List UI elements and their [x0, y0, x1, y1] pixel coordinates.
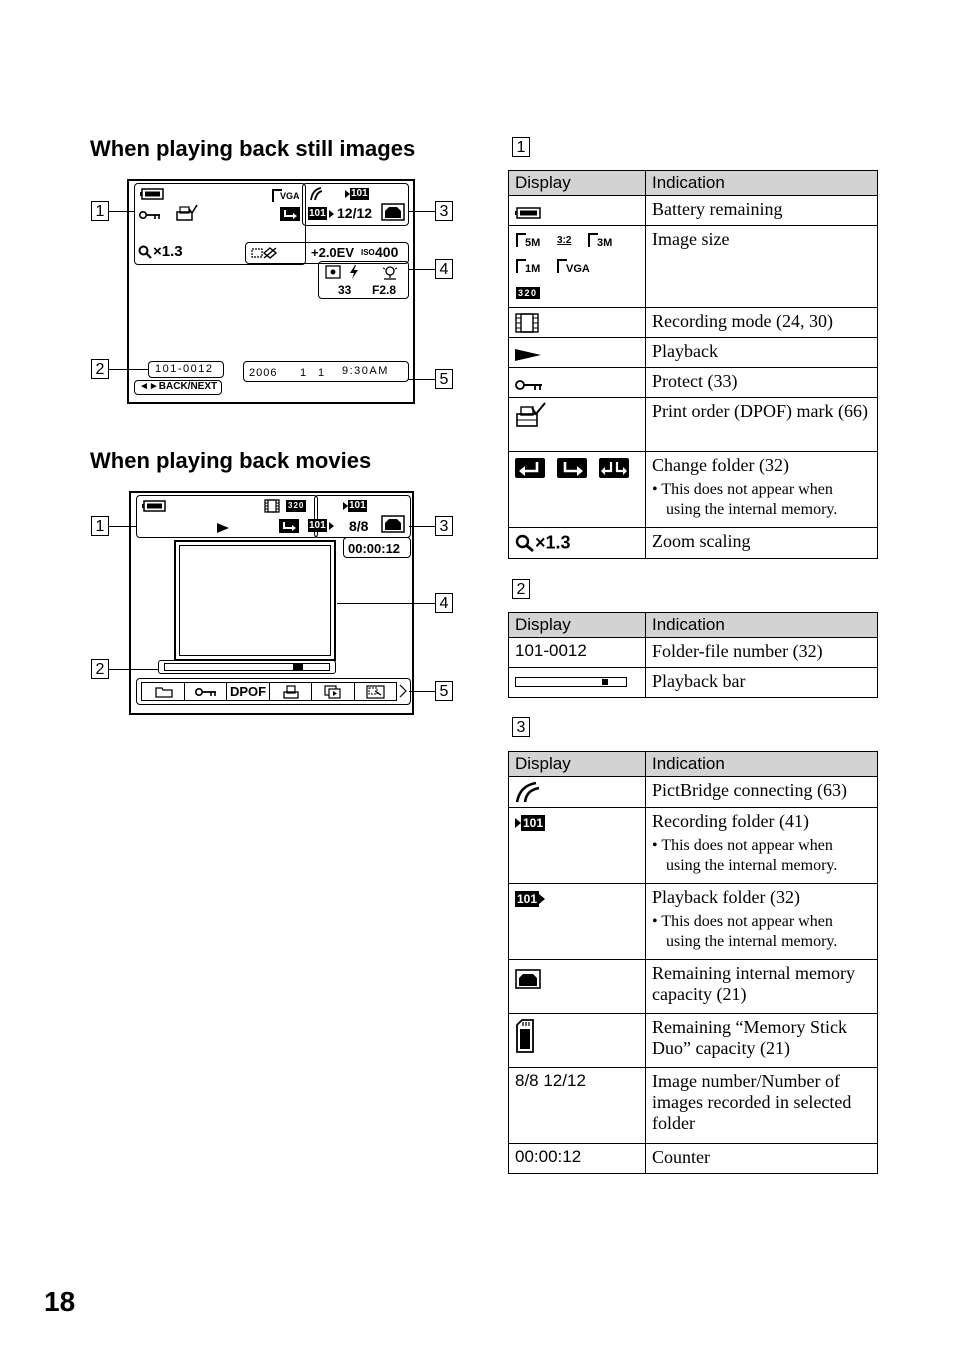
row-indication: Zoom scaling — [646, 528, 878, 558]
row-indication: Battery remaining — [646, 196, 878, 226]
battery-icon — [515, 207, 541, 219]
row-indication: PictBridge connecting (63) — [646, 777, 878, 808]
row-indication: Remaining internal memory capacity (21) — [646, 959, 878, 1013]
callout-5: 5 — [435, 369, 453, 389]
row-indication: Image number/Number of images recorded in selected folder — [646, 1067, 878, 1143]
resize-icon — [366, 685, 386, 699]
print-order-icon — [176, 204, 198, 222]
battery-icon — [140, 188, 164, 200]
callout-4: 4 — [435, 259, 453, 279]
film-icon — [264, 499, 280, 513]
time: 9:30AM — [342, 365, 389, 377]
counter: 00:00:12 — [348, 541, 401, 556]
date-day: 1 — [318, 367, 325, 379]
toolbar-folder-button[interactable] — [142, 683, 185, 700]
callout-3: 3 — [435, 516, 453, 536]
row-indication: Playback folder (32) — [652, 886, 800, 907]
movie-screen-diagram — [88, 488, 458, 720]
battery-icon — [142, 500, 166, 512]
still-heading: When playing back still images — [90, 136, 416, 161]
callout-1: 1 — [91, 201, 109, 221]
internal-memory-icon — [381, 515, 405, 533]
file-number-display: 101-0012 — [509, 638, 646, 668]
change-folder-icon — [280, 207, 300, 221]
row-indication: Image size — [646, 226, 878, 308]
internal-memory-icon — [515, 969, 541, 989]
playback-bar-icon — [515, 677, 627, 687]
row-indication: Print order (DPOF) mark (66) — [646, 398, 878, 452]
key-icon — [515, 379, 543, 391]
exposure-value: +2.0EV — [311, 245, 355, 260]
playback-folder-icon: 101 — [515, 891, 545, 907]
col-display: Display — [509, 171, 646, 196]
toolbar-print-button[interactable] — [270, 683, 313, 700]
row-indication: Recording folder (41) — [652, 810, 809, 831]
key-icon — [195, 687, 217, 697]
col-indication: Indication — [646, 752, 878, 777]
back-next-label[interactable]: ◄►BACK/NEXT — [139, 381, 218, 392]
image-number-display: 8/8 12/12 — [509, 1067, 646, 1143]
image-size-vga-icon: VGA — [272, 189, 298, 202]
page-number: 18 — [44, 1286, 76, 1317]
col-display: Display — [509, 613, 646, 638]
image-size-320-icon: 320 — [518, 288, 538, 298]
chevron-right-icon[interactable] — [399, 684, 407, 698]
mode-320-icon: 320 — [288, 501, 305, 510]
print-order-icon — [515, 402, 547, 428]
still-lcd: VGA ×1.3 101 101 12/12 +2.0EV ISO 400 33 F2.8 101-0012 ◄►BACK/NEXT 2006 1 1 9:30AM — [127, 179, 415, 404]
section-2-table — [508, 612, 878, 698]
callout-2: 2 — [91, 359, 109, 379]
section-3-number: 3 — [512, 717, 530, 737]
playback-bar-thumb[interactable] — [293, 664, 303, 670]
playback-bar-thumb — [602, 679, 608, 685]
aperture: F2.8 — [372, 283, 397, 297]
pictbridge-icon — [309, 187, 323, 201]
toolbar-resize-button[interactable] — [355, 683, 397, 700]
change-folder-forward-icon — [557, 458, 587, 478]
image-size-vga-icon: VGA — [557, 259, 591, 275]
image-size-3m-icon: 3M — [588, 233, 616, 249]
image-size-3-2-icon: 3:2 — [557, 235, 572, 246]
playback-bar-track[interactable] — [164, 663, 330, 671]
magnifier-icon — [138, 245, 152, 259]
row-indication: Protect (33) — [646, 368, 878, 398]
recording-folder-icon: 101 — [515, 815, 545, 831]
pictbridge-icon — [515, 781, 541, 803]
steadyshot-icon — [250, 247, 278, 259]
image-size-5m-icon: 5M — [516, 233, 544, 249]
row-note: This does not appear when using the internal memory. — [661, 912, 838, 950]
movie-heading: When playing back movies — [90, 448, 372, 473]
slideshow-icon — [324, 685, 342, 699]
row-indication: Recording mode (24, 30) — [646, 308, 878, 338]
section-3-table: Display Indication PictBridge connecting (63) 101 Recording folder (41) • This does not appear when using the internal memory. 101 Playback folder (32) • This does not appear when using the internal memory. Remaining internal memory capacity (21) Remaining “Memory Stick Duo” capacity (21) 8/8 12/12 Image number/Number of images recorded in selected folder 00:00:12 Counter — [508, 751, 878, 1174]
change-folder-icons — [515, 458, 639, 478]
date-year: 2006 — [249, 367, 278, 379]
zoom-icon — [515, 534, 535, 552]
folder-icon — [155, 686, 173, 698]
film-icon — [515, 313, 539, 333]
row-indication: Playback bar — [646, 668, 878, 698]
callout-3: 3 — [435, 201, 453, 221]
row-indication: Counter — [646, 1143, 878, 1173]
image-count: 8/8 — [349, 518, 369, 534]
image-size-1m-icon: 1M — [516, 259, 544, 275]
section-1-table: Display Indication Battery remaining 5M 3:2 3M 1M VGA 320 Image size Recording mode (24, 30) Playback Protect (33) Print order (DPOF) mark (66) Change folder (32) • This does not appear when using the internal memory. ×1.3 Zoom scaling — [508, 170, 878, 559]
row-indication: Remaining “Memory Stick Duo” capacity (21) — [646, 1013, 878, 1067]
movie-frame — [174, 540, 336, 661]
change-folder-icon — [279, 519, 299, 533]
section-1-number: 1 — [512, 137, 530, 157]
iso-value: 400 — [375, 244, 399, 260]
white-balance-icon — [381, 265, 399, 280]
shots-count: 33 — [338, 283, 352, 297]
playback-triangle-icon — [217, 523, 229, 533]
callout-4: 4 — [435, 593, 453, 613]
change-folder-both-icon — [599, 458, 629, 478]
toolbar-dpof-button[interactable]: DPOF — [227, 683, 270, 700]
file-number: 101-0012 — [155, 363, 214, 375]
col-display: Display — [509, 752, 646, 777]
change-folder-back-icon — [515, 458, 545, 478]
movie-toolbar — [141, 682, 397, 701]
memory-stick-icon — [515, 1019, 535, 1053]
print-icon — [283, 685, 299, 699]
movie-lcd: 320 101 101 8/8 00:00:12 DPOF — [129, 491, 414, 715]
key-icon — [139, 210, 161, 220]
section-2-number: 2 — [512, 579, 530, 599]
counter-display: 00:00:12 — [509, 1143, 646, 1173]
spot-metering-icon — [325, 265, 341, 279]
row-indication: Playback — [646, 338, 878, 368]
still-screen-diagram — [88, 176, 458, 408]
iso-label: ISO — [361, 248, 375, 257]
playback-triangle-icon — [515, 349, 541, 361]
image-count: 12/12 — [337, 205, 373, 221]
row-indication: Change folder (32) — [652, 455, 789, 476]
col-indication: Indication — [646, 171, 878, 196]
callout-2: 2 — [91, 659, 109, 679]
toolbar-protect-button[interactable] — [185, 683, 228, 700]
date-month: 1 — [300, 367, 307, 379]
row-note: This does not appear when using the internal memory. — [661, 836, 838, 874]
toolbar-slideshow-button[interactable] — [312, 683, 355, 700]
row-indication: Folder-file number (32) — [646, 638, 878, 668]
col-indication: Indication — [646, 613, 878, 638]
zoom-value: ×1.3 — [535, 532, 571, 553]
row-note: This does not appear when using the internal memory. — [661, 481, 838, 519]
internal-memory-icon — [381, 203, 405, 221]
image-size-icons — [509, 226, 646, 308]
flash-icon — [349, 265, 359, 279]
callout-1: 1 — [91, 516, 109, 536]
callout-5: 5 — [435, 681, 453, 701]
